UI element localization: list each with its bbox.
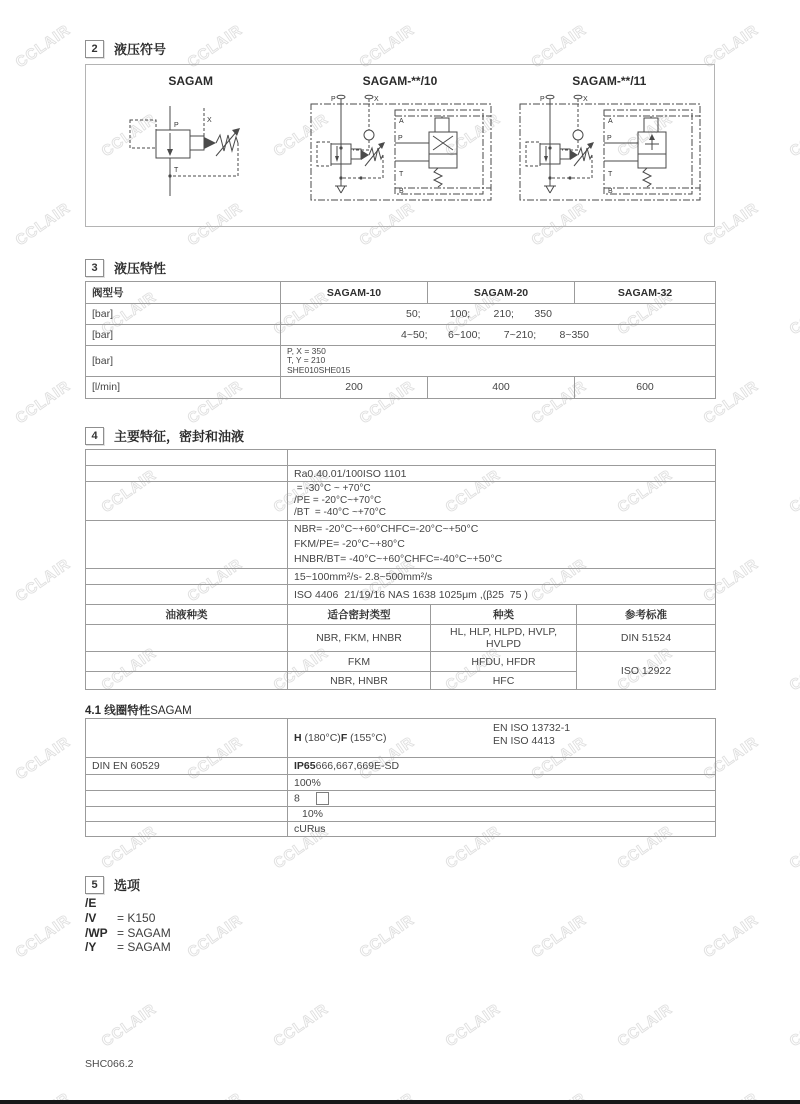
table-row [86,466,716,482]
table-row [86,625,716,652]
table-cell [288,758,716,775]
port-label-x: X [206,117,212,124]
cell-line: FKM/PE= -20°C~+80°C [294,538,405,550]
table-cell-empty [86,521,288,569]
insulation-class-f: F [340,732,348,744]
table-cell [288,521,716,569]
section-5-number: 5 [85,876,104,894]
table-cell: FKM [288,652,431,672]
page-bottom-rule [0,1100,800,1104]
section-4-1-title: 线圈特性 [104,705,151,717]
table-cell-empty [86,719,288,758]
row-label: [bar] [86,304,281,325]
table-cell: 10% [288,807,716,822]
certification-mark: cURus [288,822,716,837]
option-row [85,940,171,955]
section-4-1-number: 4.1 [85,705,101,717]
table-row [86,346,716,377]
cell-line: T, Y = 210 [287,355,326,366]
column-header-seal-type: 适合密封类型 [288,605,431,625]
hydraulic-symbol-sagam [86,92,296,210]
column-header-sagam20: SAGAM-20 [428,282,575,304]
standard-line: EN ISO 13732-1 [493,722,571,734]
table-cell: 600 [575,376,716,398]
table-cell: HFC [431,672,577,690]
port-label-p: P [330,96,336,103]
option-code: /V [85,910,97,925]
table-cell [288,719,716,758]
hydraulic-symbols-frame [85,64,715,227]
column-header-ref-standard: 参考标准 [577,605,716,625]
section-5-title: 选项 [114,878,141,893]
table-row [86,822,716,837]
table-cell-empty [86,625,288,652]
table-row [86,450,716,466]
port-label-a: A [398,118,404,125]
table-cell [288,482,716,521]
table-row [86,758,716,775]
section-4-title: 主要特征，密封和油液 [114,429,245,444]
table-cell: DIN 51524 [577,625,716,652]
port-label-x: X [583,96,588,103]
port-label-p: P [540,96,545,103]
table-cell-empty [86,569,288,585]
insulation-temp-f: (155°C) [347,732,387,744]
table-row [86,719,716,758]
table-header-row [86,282,716,304]
row-label: [bar] [86,346,281,377]
table-cell-empty [86,450,288,466]
valve-assembly-symbol [520,95,700,200]
insulation-class-h: H [294,732,302,744]
table-cell: DIN EN 60529 [86,758,288,775]
section-4-header [85,426,244,445]
table-cell: 4~50; 6~100; 7~210; 8~350 [281,325,716,346]
table-cell: Ra0.40.01/100ISO 1101 [288,466,716,482]
option-value: = SAGAM [117,940,171,955]
hydraulic-symbol-sagam-10 [295,92,505,210]
option-code: /E [85,896,97,910]
table-cell: ISO 12922 [577,652,716,690]
ip-rating-rest: 666,667,669E-SD [315,760,400,772]
cell-line: SHE010SHE015 [287,364,351,375]
port-label-p2: P [397,135,403,142]
table-cell-empty [86,652,288,672]
table-cell [281,346,716,377]
cell-line: NBR= -20°C~+60°CHFC=-20°C~+50°C [294,523,479,535]
hydraulic-symbol-sagam-11 [504,92,714,210]
row-label: [l/min] [86,376,281,398]
table-cell: ISO 4406 21/19/16 NAS 1638 1025μm ,(β25 75 ) [288,585,716,605]
diagram-panel-sagam-11 [505,65,714,226]
option-code: /WP [85,925,108,940]
section-2-header [85,39,166,58]
port-label-t: T [608,171,613,178]
diagram-panel-sagam-10 [295,65,504,226]
column-header-fluid-kind: 油液种类 [86,605,288,625]
section-4-1-header [85,702,192,718]
table-row [86,791,716,807]
table-row [86,652,716,672]
table-cell: NBR, HNBR [288,672,431,690]
table-row [86,775,716,791]
table-row [86,325,716,346]
option-row [85,926,171,941]
port-label-x: X [373,96,379,103]
insulation-temp-h: (180°C) [301,732,341,744]
valve-assembly-symbol [311,95,491,200]
table-cell-empty [86,672,288,690]
table-cell [288,791,716,807]
table-row [86,569,716,585]
cell-line: = -30°C ~ +70°C [294,483,371,494]
section-5-header [85,875,140,894]
port-label-p: P [173,122,179,129]
table-row [86,376,716,398]
section-4-number: 4 [85,427,104,445]
table-cell-empty [86,791,288,807]
table-cell: HL, HLP, HLPD, HVLP, HVLPD [431,625,577,652]
table-cell: 100% [288,775,716,791]
table-cell-empty [86,585,288,605]
relief-valve-symbol [130,106,240,196]
port-label-b: B [608,188,613,195]
standard-line: EN ISO 4413 [493,735,555,747]
port-label-a: A [608,118,613,125]
section-2-number: 2 [85,40,104,58]
table-cell-empty [86,482,288,521]
port-label-b: B [398,188,404,195]
document-code: SHC066.2 [85,1058,134,1070]
coil-characteristics-table [85,718,716,837]
option-code: /Y [85,940,97,955]
table-cell-empty [86,466,288,482]
table-cell: 15~100mm²/s- 2.8~500mm²/s [288,569,716,585]
row-label: [bar] [86,325,281,346]
options-list [85,896,171,955]
section-3-header [85,258,166,277]
section-3-number: 3 [85,259,104,277]
cell-line: /PE = -20°C~+70°C [294,495,382,506]
table-row [86,585,716,605]
diagram-label: SAGAM [168,74,213,88]
cell-line: /BT = -40°C ~+70°C [294,507,387,518]
diagram-panel-sagam [86,65,295,226]
option-value: = K150 [117,910,156,925]
table-cell: 200 [281,376,428,398]
column-header-type: 种类 [431,605,577,625]
option-row [85,911,171,926]
table-row [86,482,716,521]
port-label-t: T [173,167,178,174]
table-header-row [86,605,716,625]
section-2-title: 液压符号 [114,42,167,57]
table-row [86,304,716,325]
table-cell: 400 [428,376,575,398]
hydraulic-characteristics-table [85,281,716,399]
column-header-model: 阀型号 [86,282,281,304]
value-8: 8 [294,792,300,805]
column-header-sagam32: SAGAM-32 [575,282,716,304]
section-4-1-title-suffix: SAGAM [150,705,192,717]
port-label-p2: P [607,135,612,142]
option-value: = SAGAM [117,925,171,940]
table-cell: NBR, FKM, HNBR [288,625,431,652]
diagram-label: SAGAM-**/10 [362,74,438,88]
table-cell-empty [288,450,716,466]
main-features-table [85,449,716,690]
port-label-t: T [398,171,404,178]
table-cell-empty [86,822,288,837]
table-cell-empty [86,807,288,822]
checkbox-icon [316,792,329,805]
standards-block [493,722,570,748]
table-row [86,807,716,822]
table-cell: HFDU, HFDR [431,652,577,672]
cell-line: HNBR/BT= -40°C~+60°CHFC=-40°C~+50°C [294,553,503,565]
column-header-sagam10: SAGAM-10 [281,282,428,304]
cell-line: P, X = 350 [287,346,326,356]
ip-rating: IP65 [294,760,316,772]
section-3-title: 液压特性 [114,261,167,276]
table-cell-empty [86,775,288,791]
table-cell: 50; 100; 210; 350 [281,304,716,325]
diagram-label: SAGAM-**/11 [572,74,647,88]
option-row [85,896,171,911]
table-row [86,521,716,569]
